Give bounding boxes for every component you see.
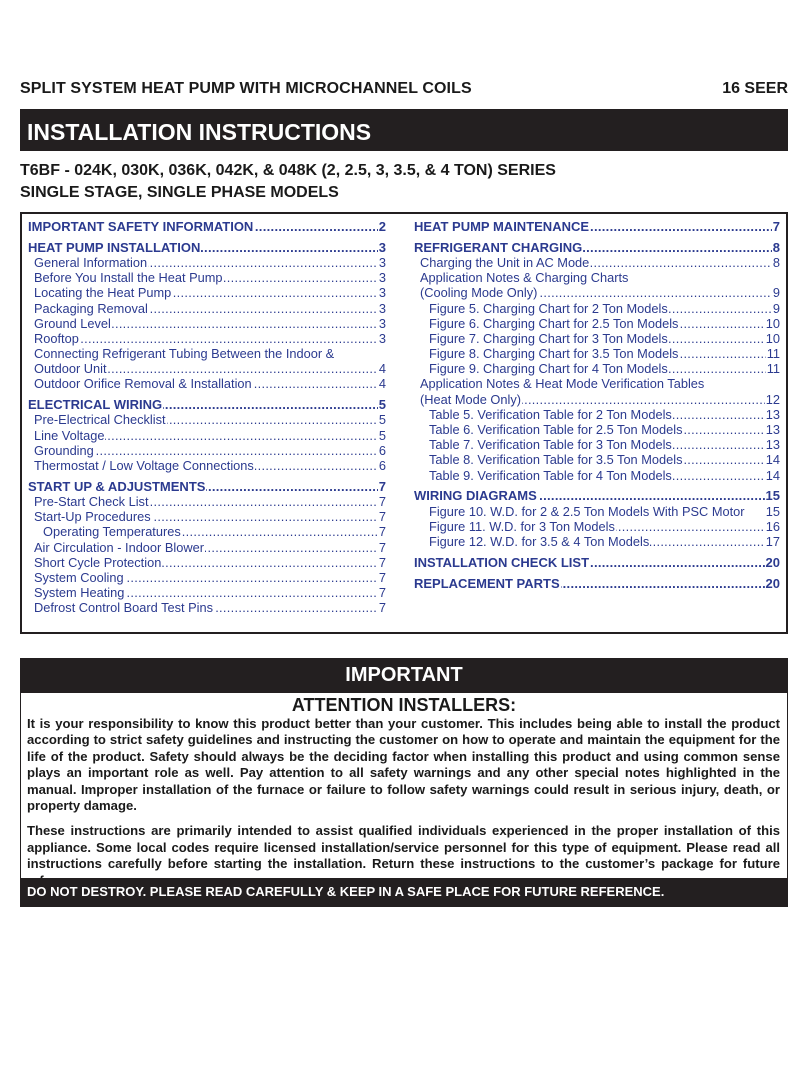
- toc-entry[interactable]: Figure 7. Charging Chart for 3 Ton Models ..... 10: [414, 331, 780, 346]
- toc-entry[interactable]: Figure 12. W.D. for 3.5 & 4 Ton Models ..... 17: [414, 534, 780, 549]
- toc-entry[interactable]: Table 5. Verification Table for 2 Ton Models ..... 13: [414, 407, 780, 422]
- toc-entry[interactable]: Operating Temperatures ..... 7: [28, 524, 386, 539]
- toc-entry[interactable]: (Cooling Mode Only) ..... 9: [414, 285, 780, 300]
- toc-entry[interactable]: Figure 11. W.D. for 3 Ton Models ..... 16: [414, 519, 780, 534]
- toc-entry[interactable]: Pre-Start Check List ..... 7: [28, 494, 386, 509]
- toc-entry[interactable]: INSTALLATION CHECK LIST ..... 20: [414, 555, 780, 570]
- toc-entry[interactable]: HEAT PUMP INSTALLATION ..... 3: [28, 240, 386, 255]
- responsibility-paragraph: It is your responsibility to know this product better than your customer. This includes being able to install the product according to strict safety guidelines and instructing the customer on how to operate and maintain the equipment for the life of the product. Safety should always be the deciding factor when installing this product and using common sense plays an important role as well. Pay attention to all safety warnings and any other special notes highlighted in the manual. Improper installation of the furnace or failure to follow safety warnings could result in serious injury, death, or property damage.: [27, 716, 780, 814]
- toc-entry[interactable]: Before You Install the Heat Pump ..... 3: [28, 270, 386, 285]
- toc-entry[interactable]: Table 9. Verification Table for 4 Ton Models ..... 14: [414, 468, 780, 483]
- toc-entry[interactable]: System Heating ..... 7: [28, 585, 386, 600]
- model-line-2: SINGLE STAGE, SINGLE PHASE MODELS: [20, 184, 339, 201]
- toc-entry[interactable]: Figure 10. W.D. for 2 & 2.5 Ton Models With PSC Motor 15: [429, 503, 780, 519]
- toc-entry[interactable]: Grounding ..... 6: [28, 443, 386, 458]
- toc-entry[interactable]: Defrost Control Board Test Pins ..... 7: [28, 600, 386, 615]
- toc-entry[interactable]: HEAT PUMP MAINTENANCE ..... 7: [414, 219, 780, 234]
- product-line: SPLIT SYSTEM HEAT PUMP WITH MICROCHANNEL COILS: [20, 80, 472, 97]
- toc-entry[interactable]: (Heat Mode Only) ..... 12: [414, 392, 780, 407]
- toc-entry[interactable]: Ground Level ..... 3: [28, 316, 386, 331]
- toc-entry[interactable]: IMPORTANT SAFETY INFORMATION ..... 2: [28, 219, 386, 234]
- toc-entry[interactable]: Table 6. Verification Table for 2.5 Ton Models ..... 13: [414, 422, 780, 437]
- toc-entry[interactable]: Line Voltage ..... 5: [28, 428, 386, 443]
- toc-entry[interactable]: Outdoor Unit ..... 4: [28, 361, 386, 376]
- toc-entry[interactable]: REFRIGERANT CHARGING ..... 8: [414, 240, 780, 255]
- toc-entry[interactable]: Charging the Unit in AC Mode ..... 8: [414, 255, 780, 270]
- toc-entry[interactable]: Short Cycle Protection ..... 7: [28, 555, 386, 570]
- do-not-destroy-bar: DO NOT DESTROY. PLEASE READ CAREFULLY & KEEP IN A SAFE PLACE FOR FUTURE REFERENCE.: [21, 878, 787, 906]
- toc-entry[interactable]: Air Circulation - Indoor Blower ..... 7: [28, 540, 386, 555]
- toc-entry[interactable]: Outdoor Orifice Removal & Installation ..... 4: [28, 376, 386, 391]
- toc-entry[interactable]: System Cooling ..... 7: [28, 570, 386, 585]
- toc-entry[interactable]: REPLACEMENT PARTS ..... 20: [414, 576, 780, 591]
- toc-entry[interactable]: Pre-Electrical Checklist ..... 5: [28, 412, 386, 427]
- toc-entry[interactable]: Start-Up Procedures ..... 7: [28, 509, 386, 524]
- important-notice: [20, 692, 788, 907]
- toc-entry[interactable]: Figure 6. Charging Chart for 2.5 Ton Models ..... 10: [414, 316, 780, 331]
- model-line-1: T6BF - 024K, 030K, 036K, 042K, & 048K (2, 2.5, 3, 3.5, & 4 TON) SERIES: [20, 162, 556, 179]
- toc-entry[interactable]: Packaging Removal ..... 3: [28, 301, 386, 316]
- model-heading: [20, 160, 788, 204]
- attention-installers-heading: ATTENTION INSTALLERS:: [291, 695, 517, 715]
- toc-left-column: [28, 219, 386, 615]
- toc-entry[interactable]: Figure 8. Charging Chart for 3.5 Ton Models ..... 11: [414, 346, 780, 361]
- toc-entry[interactable]: Figure 9. Charging Chart for 4 Ton Models ..... 11: [414, 361, 780, 376]
- document-title-banner: INSTALLATION INSTRUCTIONS: [20, 109, 788, 151]
- toc-entry[interactable]: Table 7. Verification Table for 3 Ton Models ..... 13: [414, 437, 780, 452]
- toc-entry[interactable]: General Information ..... 3: [28, 255, 386, 270]
- toc-entry[interactable]: Application Notes & Charging Charts: [420, 270, 629, 286]
- header-line: [20, 80, 788, 100]
- toc-entry[interactable]: Connecting Refrigerant Tubing Between the Indoor &: [34, 346, 335, 362]
- toc-entry[interactable]: WIRING DIAGRAMS ..... 15: [414, 488, 780, 503]
- toc-entry[interactable]: Table 8. Verification Table for 3.5 Ton Models ..... 14: [414, 452, 780, 467]
- toc-entry[interactable]: Application Notes & Heat Mode Verification Tables: [420, 376, 705, 392]
- toc-entry[interactable]: Locating the Heat Pump ..... 3: [28, 285, 386, 300]
- toc-entry[interactable]: START UP & ADJUSTMENTS ..... 7: [28, 479, 386, 494]
- toc-entry[interactable]: ELECTRICAL WIRING ..... 5: [28, 397, 386, 412]
- seer-rating: 16 SEER: [722, 80, 788, 97]
- toc-right-column: [414, 219, 780, 591]
- table-of-contents: [20, 212, 788, 634]
- qualified-installer-paragraph: These instructions are primarily intended to assist qualified individuals experienced in the proper installation of this appliance. Some local codes require licensed installation/service personnel for this type of equipment. Please read all instructions carefully before starting the installation. Return these instructions to the customer’s package for future: [27, 823, 780, 872]
- toc-entry[interactable]: Rooftop ..... 3: [28, 331, 386, 346]
- toc-entry[interactable]: Figure 5. Charging Chart for 2 Ton Models ..... 9: [414, 301, 780, 316]
- important-heading: IMPORTANT: [20, 658, 788, 692]
- toc-entry[interactable]: Thermostat / Low Voltage Connections ..... 6: [28, 458, 386, 473]
